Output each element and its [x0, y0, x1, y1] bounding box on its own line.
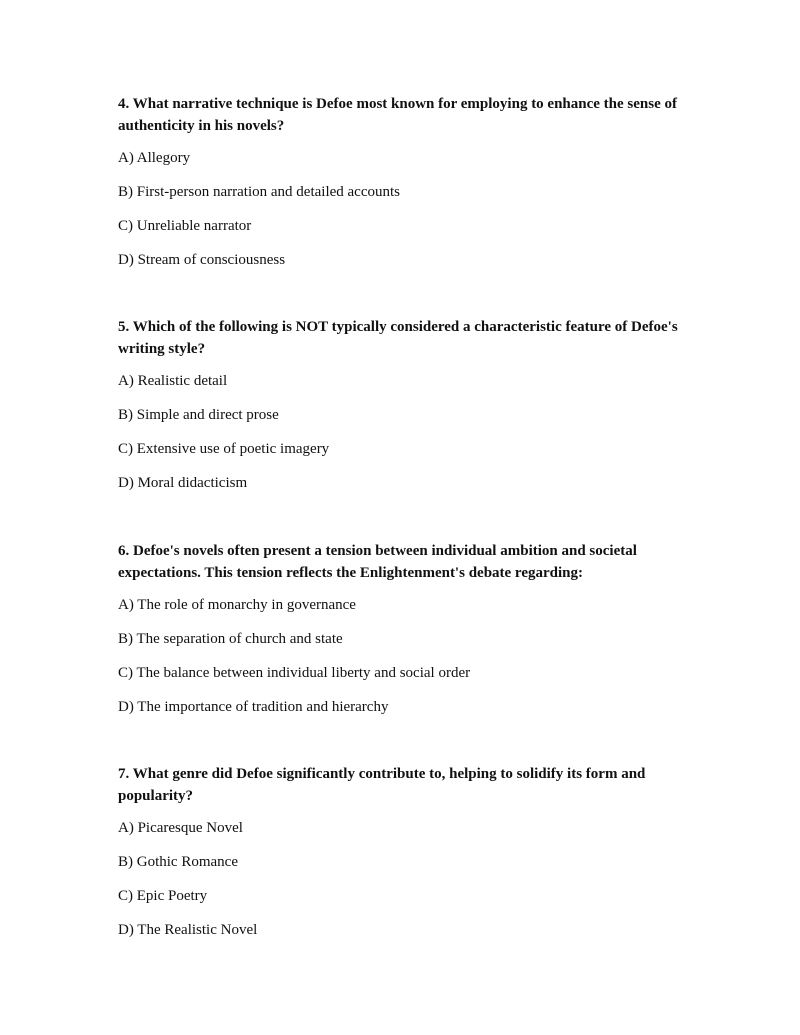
- question-5: [118, 316, 688, 492]
- option-b: B) First-person narration and detailed accounts: [118, 184, 400, 200]
- question-4: [118, 93, 688, 269]
- option-c: C) Epic Poetry: [118, 888, 208, 904]
- option-a: A) Allegory: [118, 150, 191, 166]
- option-d: D) Moral didacticism: [118, 475, 248, 491]
- answer-options: [118, 596, 688, 716]
- question-text: 6. Defoe's novels often present a tension between individual ambition and societal expectations. This tension reflects the Enlightenment's debate regarding:: [118, 543, 637, 581]
- question-7: [118, 763, 688, 939]
- option-a: A) Realistic detail: [118, 373, 228, 389]
- question-6: [118, 540, 688, 716]
- option-b: B) The separation of church and state: [118, 631, 343, 647]
- option-c: C) Unreliable narrator: [118, 218, 252, 234]
- option-c: C) The balance between individual liberty and social order: [118, 665, 471, 681]
- option-a: A) The role of monarchy in governance: [118, 597, 356, 613]
- answer-options: [118, 372, 688, 492]
- answer-options: [118, 149, 688, 269]
- option-d: D) The importance of tradition and hierarchy: [118, 699, 389, 715]
- question-text: 5. Which of the following is NOT typically considered a characteristic feature of Defoe's writing style?: [118, 319, 678, 357]
- option-d: D) The Realistic Novel: [118, 922, 258, 938]
- answer-options: [118, 819, 688, 939]
- option-c: C) Extensive use of poetic imagery: [118, 441, 330, 457]
- question-text: 4. What narrative technique is Defoe most known for employing to enhance the sense of authenticity in his novels?: [118, 96, 678, 134]
- option-b: B) Gothic Romance: [118, 854, 238, 870]
- option-b: B) Simple and direct prose: [118, 407, 279, 423]
- option-d: D) Stream of consciousness: [118, 252, 286, 268]
- question-text: 7. What genre did Defoe significantly contribute to, helping to solidify its form and popularity?: [118, 766, 646, 804]
- option-a: A) Picaresque Novel: [118, 820, 243, 836]
